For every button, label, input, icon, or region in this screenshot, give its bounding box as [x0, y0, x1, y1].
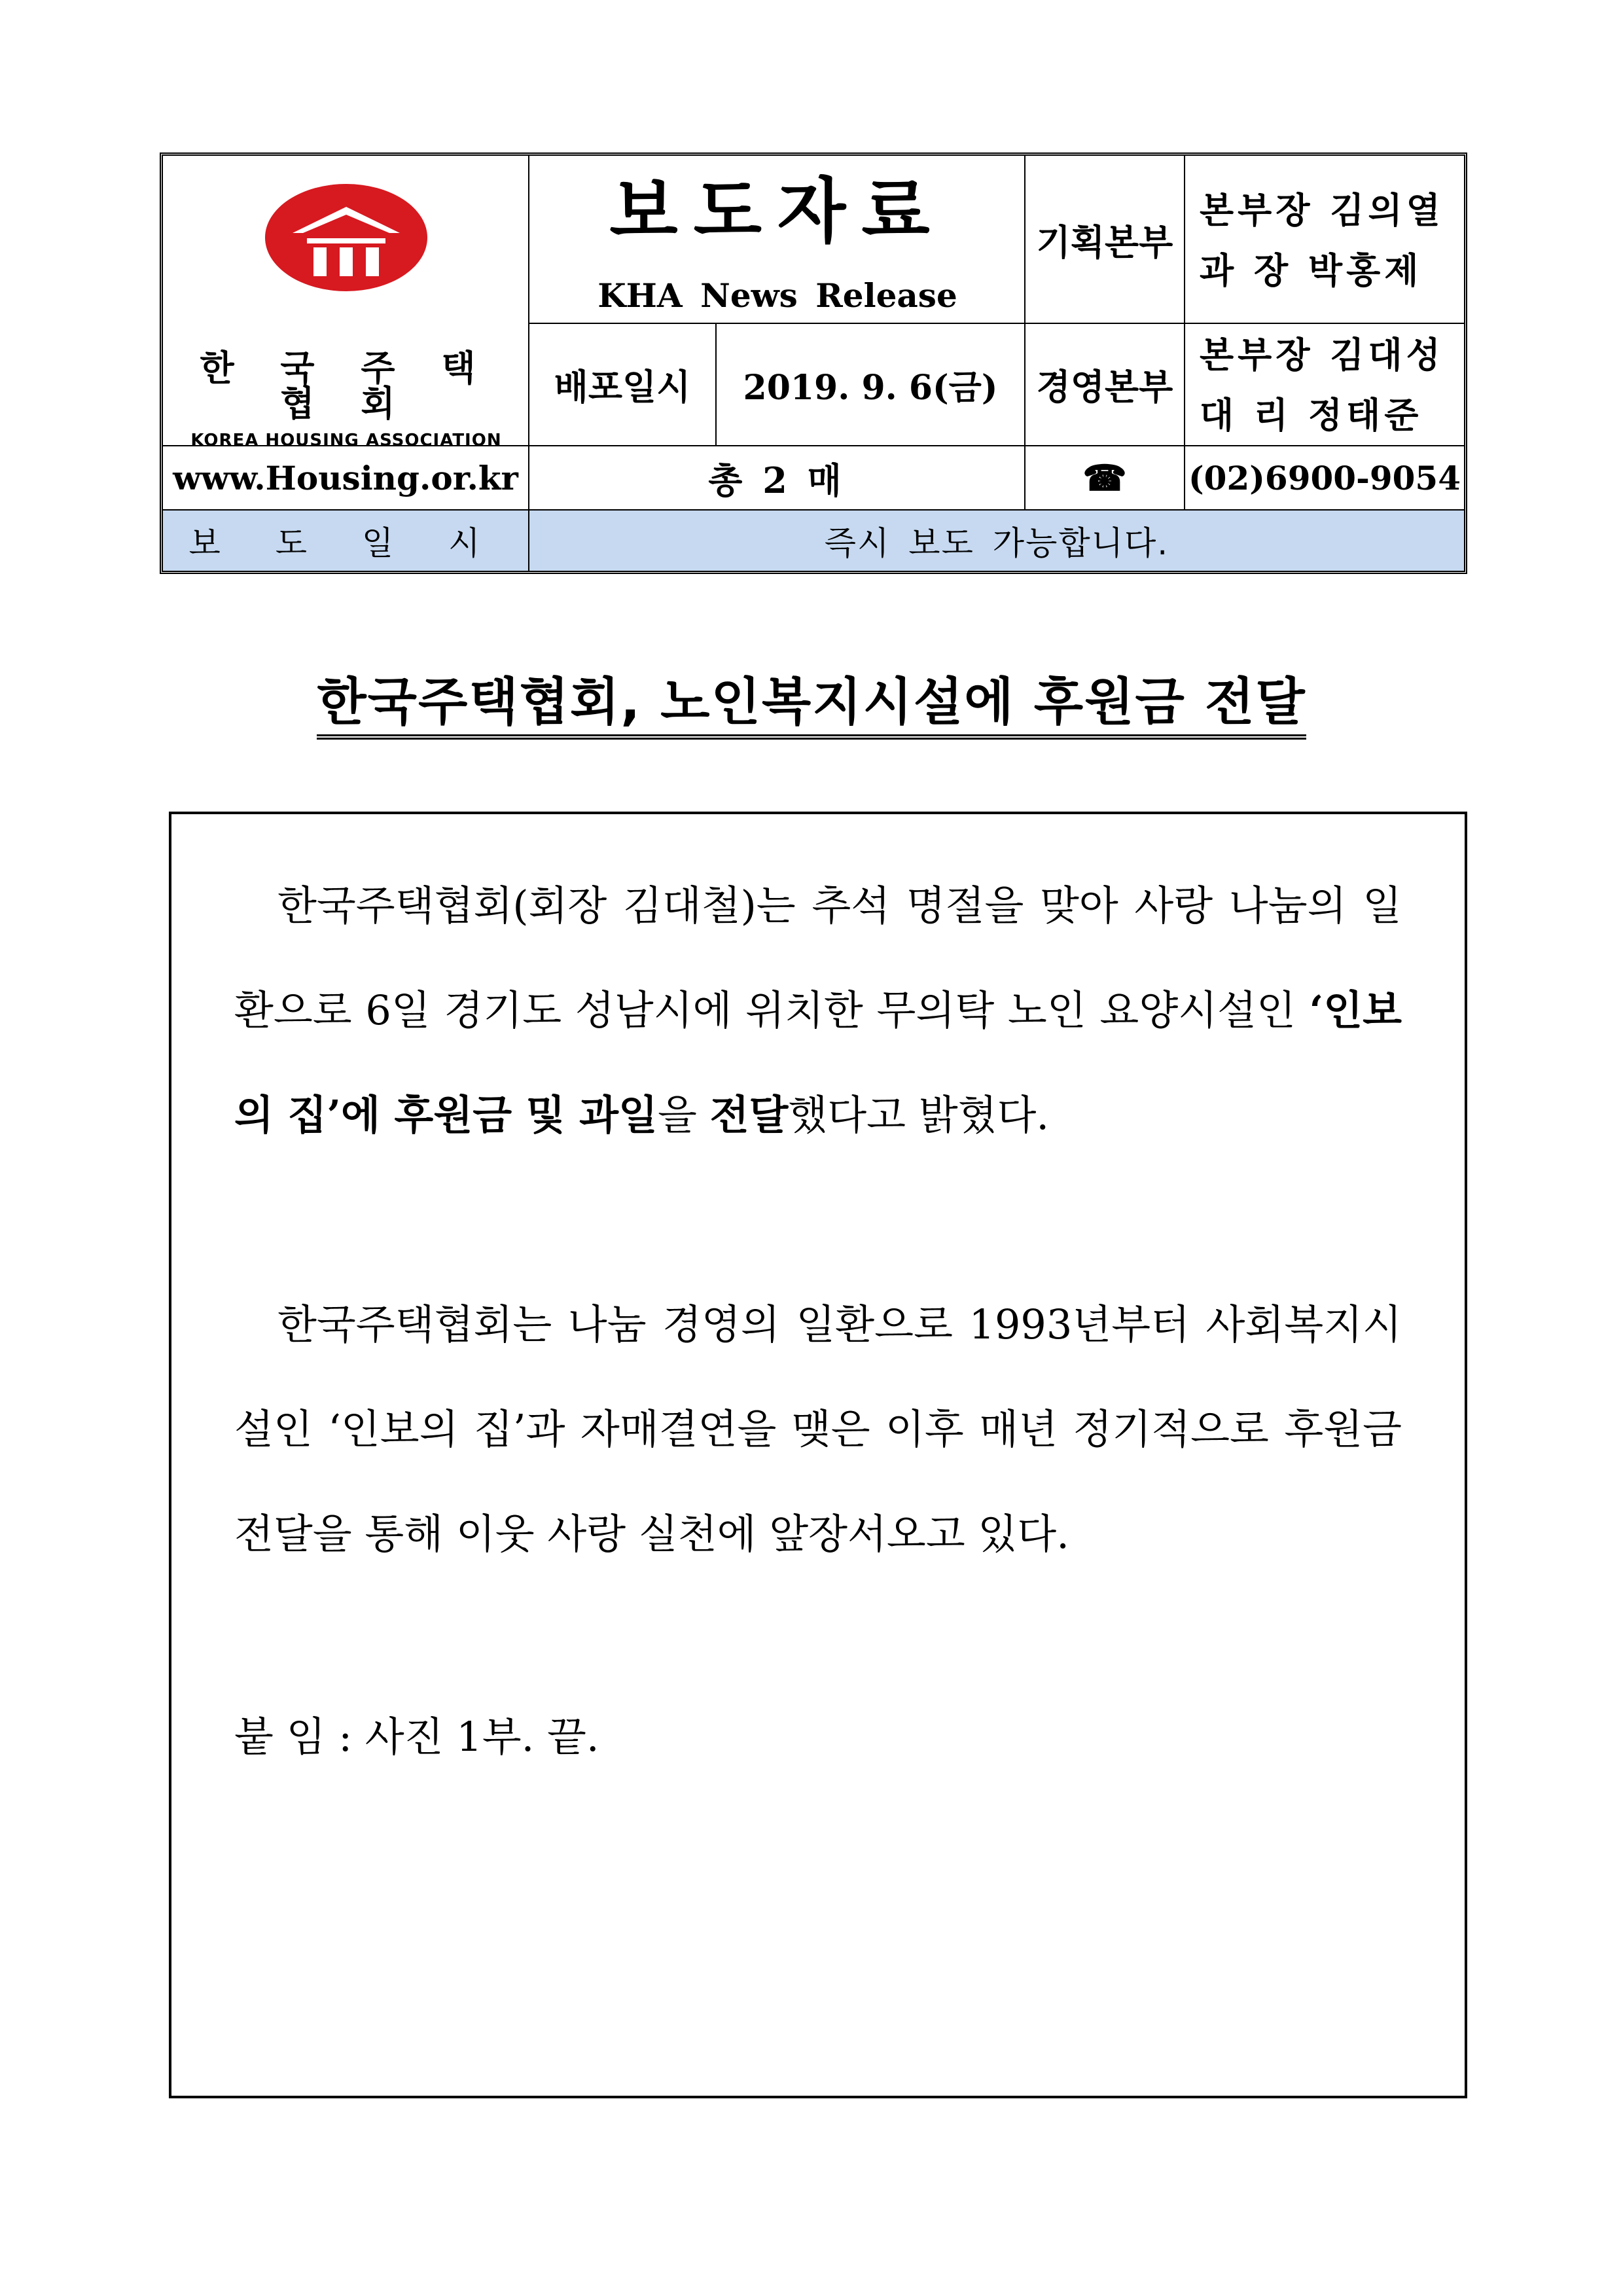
release-time-label: 보 도 일 시	[163, 511, 528, 571]
contact-line: 대 리 정태준	[1200, 393, 1423, 436]
phone-number: (02)6900-9054	[1188, 458, 1461, 497]
body-box	[169, 812, 1467, 2098]
dept-management: 경영본부	[1036, 366, 1173, 408]
paragraph-1	[234, 853, 1402, 1168]
paragraph-text: 했다고 밝혔다.	[788, 1091, 1050, 1139]
release-time-value: 즉시 보도 가능합니다.	[529, 511, 1464, 571]
paragraph-text: 한국주택협회는 나눔 경영의 일환으로 1993년부터 사회복지시설인 ‘인보의 집’과 자매결연을 맺은 이후 매년 정기적으로 후원금 전달을 통해 이웃 사랑 실천에 앞장서오고 있다.	[234, 1300, 1402, 1558]
page-subtitle: KHA News Release	[597, 276, 957, 315]
contact-line: 본부장 김대성	[1200, 333, 1444, 376]
website-link[interactable]: www.Housing.or.kr	[173, 458, 518, 497]
dist-date-label: 배포일시	[554, 366, 691, 408]
bold-phrase: 전달	[709, 1091, 789, 1139]
headline	[0, 661, 1623, 734]
paragraph-text: 을	[657, 1091, 710, 1139]
page-title: 보도자료	[609, 171, 946, 253]
paragraph-text: 한국주택협회(회장 김대철)는 추석 명절을 맞아 사랑 나눔의 일환으로 6일 경기도 성남시에 위치한 무의탁 노인 요양시설인	[234, 882, 1402, 1034]
headline-text: 한국주택협회, 노인복지시설에 후원금 전달	[317, 673, 1306, 740]
logo-block	[163, 156, 529, 476]
attachment-note: 붙 임 : 사진 1부. 끝.	[234, 1713, 599, 1761]
phone-icon: ☎	[1082, 457, 1127, 499]
dept-management-contacts	[1185, 324, 1464, 445]
org-name-korean: 한 국 주 택 협 회	[200, 348, 493, 424]
contact-line: 본부장 김의열	[1200, 188, 1444, 231]
dept-planning: 기획본부	[1036, 221, 1173, 263]
dist-date-value: 2019. 9. 6(금)	[743, 368, 998, 408]
page-count: 총 2 매	[708, 459, 846, 501]
press-release-header-table	[160, 152, 1467, 574]
org-name-english: KOREA HOUSING ASSOCIATION	[190, 431, 502, 450]
paragraph-2	[234, 1272, 1402, 1587]
dept-planning-contacts	[1185, 156, 1464, 324]
contact-line: 과 장 박홍제	[1200, 249, 1423, 291]
bold-phrase: ‘인보의 집’에 후원금 및 과일	[234, 986, 1402, 1139]
kha-logo-icon	[261, 182, 431, 293]
title-block	[529, 156, 1026, 324]
